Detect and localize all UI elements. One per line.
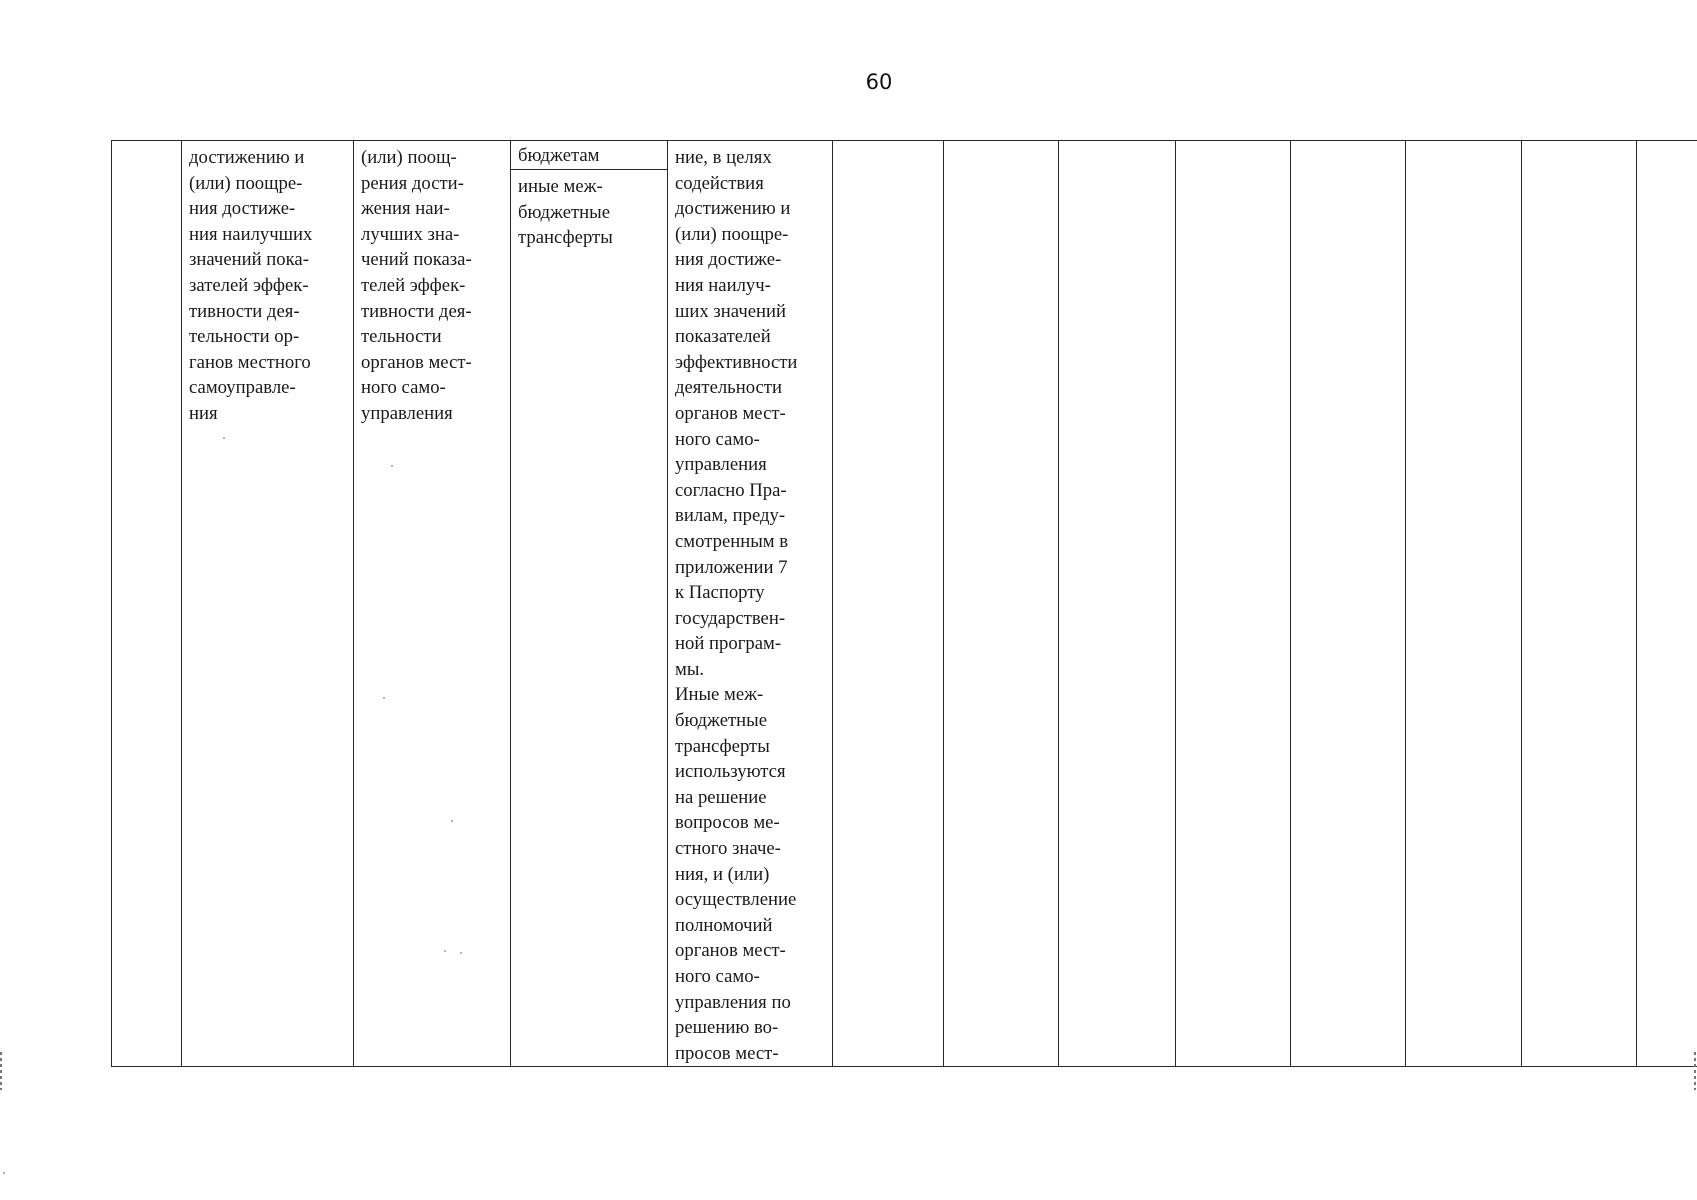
cell-text: (или) поощ- рения дости- жения наи- лучших зна- чений показа- телей эффек- тивности дея- тельности органов мест- ного само- управления [361,147,472,424]
page-number: 60 [865,70,893,94]
scan-edge-marks [1694,1052,1696,1090]
cell-text [1406,141,1521,145]
cell-text: ние, в целях содействия достижению и (или) поощре- ния достиже- ния наилуч- ших значений показателей эффективности деятельности органов мест- ного само- управления согласно Пра- вилам, преду- смотренным в приложении 7 к Паспорту государствен- ной програм- мы. Иные меж- бюджетные трансферты используются на решение вопросов ме- стного значе- ния, и (или) осуществление полномочий органов мест- ного само- управления по решению во- просов мест- [675,147,798,1064]
sub-cell-budgets [511,141,667,170]
table-cell-empty [944,141,1059,1067]
scan-edge-marks [0,1052,2,1090]
table-cell-description [668,141,833,1067]
scan-speck [460,952,462,954]
document-table [111,140,1697,1067]
scan-speck [383,697,385,699]
table-cell-empty [1522,141,1637,1067]
scan-speck [451,820,453,822]
table-cell-empty [1176,141,1291,1067]
cell-text [1522,141,1636,145]
cell-text [1176,141,1290,145]
cell-text: бюджетам [518,145,600,166]
table-cell-empty [833,141,944,1067]
cell-text [1291,141,1405,145]
table-cell-empty [1406,141,1522,1067]
cell-text: достижению и (или) поощре- ния достиже- ния наилучших значений пока- зателей эффек- тивности дея- тельности ор- ганов местного самоуправле- ния [189,147,313,424]
cell-text [833,141,943,145]
table-cell-empty [1059,141,1176,1067]
table-cell-empty [1637,141,1697,1067]
scan-speck [391,465,393,467]
cell-text [1637,141,1697,145]
table-cell-purpose [182,141,354,1067]
cell-text [112,141,181,145]
table-cell-empty [1291,141,1406,1067]
cell-text [1059,141,1175,145]
scan-speck [444,950,446,952]
scan-speck [3,1172,5,1174]
table-cell-transfer-type [511,141,668,1067]
sub-cell-other-transfers: иные меж- бюджетные трансферты [518,176,613,249]
cell-text [944,141,1058,145]
table-row [112,141,1697,1067]
scan-speck [223,437,225,439]
table-cell-number [112,141,182,1067]
table-cell-event [354,141,511,1067]
